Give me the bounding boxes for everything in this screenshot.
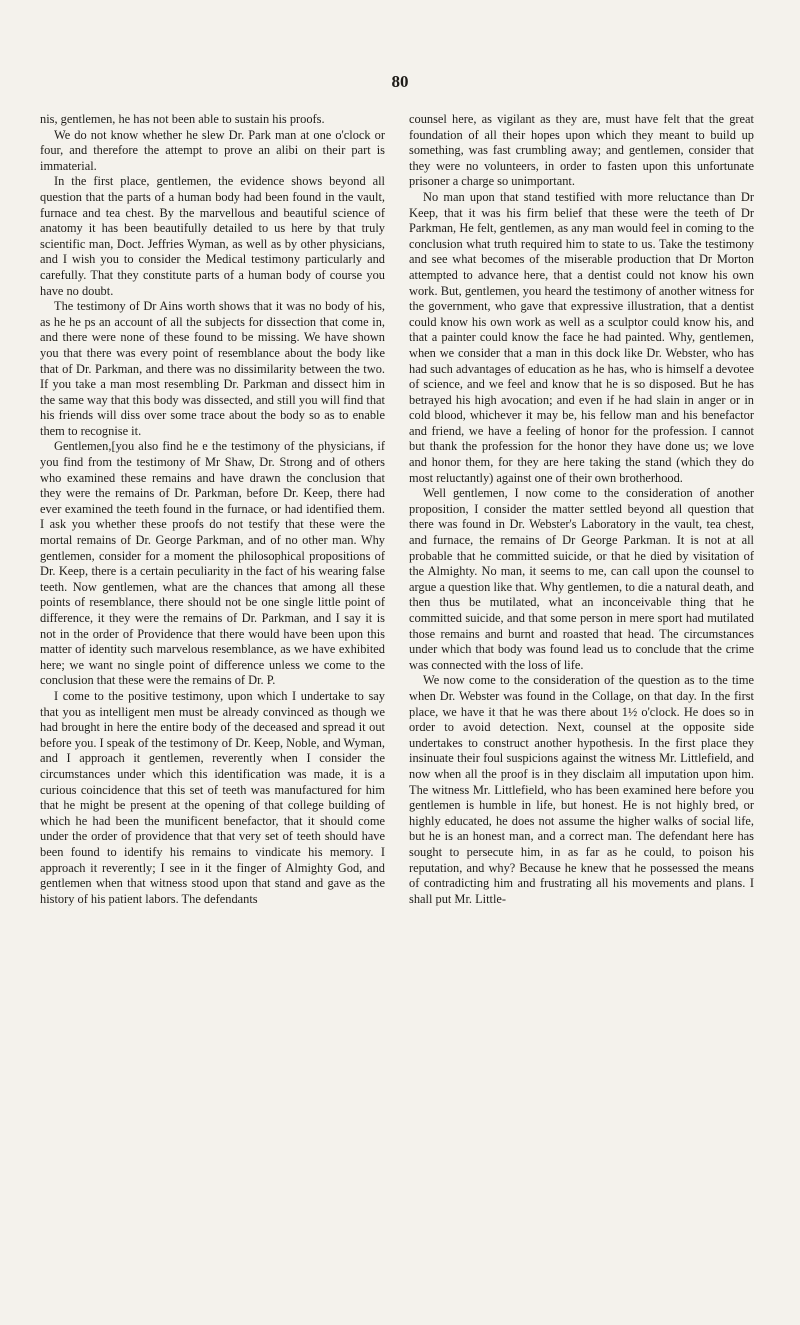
right-column xyxy=(409,112,754,907)
paragraph: We now come to the consideration of the question as to the time when Dr. Webster was found in the Collage, on that day. In the first place, we have it that he was there about 1½ o'clock. He does so in order to avoid detection. Next, counsel at the opposite side undertakes to construct another hypothesis. In the first place they insinuate their foul suspicions against the witness Mr. Littlefield, and now when all the proof is in they disclaim all imputation upon him. The witness Mr. Littlefield, who has been examined here before you gentlemen is humble in life, but honest. He is not highly bred, or highly educated, he does not assume the higher walks of social life, but he is an honest man, and a correct man. The defendant here has sought to persecute him, in as far as he could, to poison his reputation, and why? Because he knew that he possessed the means of contradicting him and frustrating all his movements and plans. I shall put Mr. Little- xyxy=(409,673,754,906)
paragraph: We do not know whether he slew Dr. Park man at one o'clock or four, and therefore the attempt to prove an alibi on their part is immaterial. xyxy=(40,127,385,173)
paragraph: Gentlemen,[you also find he e the testimony of the physicians, if you find from the testimony of Mr Shaw, Dr. Strong and of others who examined these remains and have drawn the conclusion that they were the remains of Dr. Parkman, before Dr. Keep, there had ever examined the teeth found in the furnace, or had identified them. I ask you whether these proofs do not testify that these were the mortal remains of Dr. George Parkman, and of no other man. Why gentlemen, consider for a moment the philosophical propositions of Dr. Keep, there is a certain peculiarity in the fact of his wearing false teeth. Now gentlemen, what are the chances that among all these points of resemblance, there should not be one single little point of difference, it they were the remains of Dr. Parkman, and I say it is not in the order of Providence that there would have been upon this matter of identity such marvelous resemblance, as we have exhibited here; we want no single point of difference unless we come to the conclusion that these were the remains of Dr. P. xyxy=(40,439,385,688)
paragraph: No man upon that stand testified with more reluctance than Dr Keep, that it was his firm belief that these were the teeth of Dr Parkman, He felt, gentlemen, as any man would feel in coming to the conclusion what truth required him to state to us. Take the testimony and see what becomes of the miserable production that Dr Morton attempted to advance here, that a dentist could not know his own work. But, gentlemen, you heard the testimony of another witness for the government, who gave that expressive illustration, that a dentist could know his own work as well as a sculptor could know his, and that a painter could know the face he had painted. Why, gentlemen, when we consider that a man in this dock like Dr. Webster, who has had such advantages of education as he has, who is himself a devotee of science, and we feel and know that he is so disposed. But he has betrayed his high avocation; and even if he had slain in anger or in cold blood, whichever it may be, his fellow man and his benefactor and friend, we have a feeling of honor for the profession. I cannot but thank the profession for the honor they have done us; we love and honor them, for they are here taking the stand (which they do most reluctantly) against one of their own brotherhood. xyxy=(409,189,754,485)
left-column xyxy=(40,112,385,907)
page-number: 80 xyxy=(391,72,409,91)
paragraph: In the first place, gentlemen, the evidence shows beyond all question that the parts of a human body had been found in the vault, furnace and tea chest. By the marvellous and beautiful science of anatomy it has been beautifully detailed to us here by that truly scientific man, Doct. Jeffries Wyman, as well as by other physicians, and I wish you to consider the Medical testimony particularly and carefully. That they constitute parts of a human body of course you have no doubt. xyxy=(40,174,385,298)
paragraph: Well gentlemen, I now come to the consideration of another proposition, I consider the matter settled beyond all question that there was found in Dr. Webster's Laboratory in the vault, tea chest, and furnace, the remains of Dr George Parkman. It is not at all probable that he committed suicide, or that he died by visitation of the Almighty. No man, it seems to me, can call upon the counsel to argue a question like that. Why gentlemen, to die a natural death, and then thus be mutilated, what an inconceivable thing that he committed suicide, and that some person in mere sport had mutilated those remains and burnt and roasted that head. The circumstances under which that body was found lead us to conclude that the crime was connected with the loss of life. xyxy=(409,486,754,672)
paragraph: I come to the positive testimony, upon which I undertake to say that you as intelligent men must be already convinced as though we had brought in here the entire body of the deceased and spread it out before you. I speak of the testimony of Dr. Keep, Noble, and Wyman, and I approach it gentlemen, reverently when I consider the circumstances under which this identification was made, it is a curious coincidence that this set of teeth was manufactured for him that he might be present at the opening of that college building of which he had been the munificent benefactor, that it should come under the order of providence that that very set of teeth should have been found to identify his remains to vindicate his memory. I approach it reverently; I see in it the finger of Almighty God, and gentlemen when that witness stood upon that stand and gave as the history of his patient labors. The defendants xyxy=(40,688,385,906)
paragraph: nis, gentlemen, he has not been able to sustain his proofs. xyxy=(40,112,325,126)
paragraph: counsel here, as vigilant as they are, must have felt that the great foundation of all their hopes upon which they meant to build up something, was fast crumbling away; and gentlemen, consider that they were no volunteers, in order to fasten upon this unfortunate prisoner a charge so unimportant. xyxy=(409,112,754,189)
paragraph: The testimony of Dr Ains worth shows that it was no body of his, as he he ps an account of all the subjects for dissection that come in, and there were none of these found to be missing. We have shown you that there was every point of resemblance about the body like that of Dr. Parkman, and there was no dissimilarity between the two. If you take a man most resembling Dr. Parkman and dissect him in the same way that this body was dissected, and still you will find that his friends will diss over some trace about the body so as to enable them to recognise it. xyxy=(40,299,385,438)
